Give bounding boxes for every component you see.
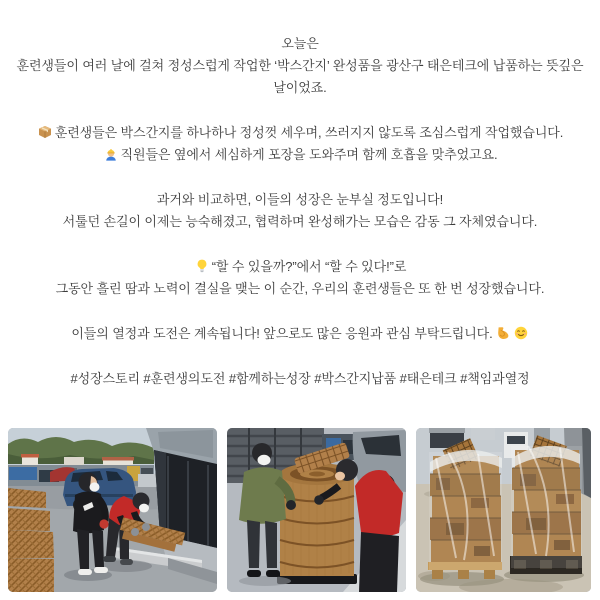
package-icon xyxy=(38,122,52,144)
post-line xyxy=(12,256,588,278)
packing-stack-illustration xyxy=(227,428,406,592)
wrapped-pallets-illustration xyxy=(416,428,591,592)
post-line-text: “할 수 있을까?”에서 “할 수 있다!”로 xyxy=(211,259,407,274)
paragraph-intro xyxy=(12,33,588,99)
loading-truck-illustration xyxy=(8,428,217,592)
post-line: 훈련생들이 여러 날에 걸쳐 정성스럽게 작업한 ‘박스간지’ 완성품을 광산구 태은테크에 납품하는 뜻깊은 날이었죠. xyxy=(16,58,584,95)
wrapped-pallets-photo[interactable] xyxy=(416,428,591,592)
post-line-text: 훈련생들은 박스간지를 하나하나 정성껏 세우며, 쓰러지지 않도록 조심스럽게 작업했습니다. xyxy=(54,125,564,140)
flexed-biceps-icon xyxy=(496,323,510,345)
post-line-text: 직원들은 옆에서 세심하게 포장을 도와주며 함께 호흡을 맞추었고요. xyxy=(120,147,498,162)
loading-truck-photo[interactable] xyxy=(8,428,217,592)
post-line: 과거와 비교하면, 이들의 성장은 눈부실 정도입니다! xyxy=(156,192,444,207)
post-line-text: 이들의 열정과 도전은 계속됩니다! 앞으로도 많은 응원과 관심 부탁드립니다. xyxy=(71,326,493,341)
post-line: 오늘은 xyxy=(281,36,319,51)
post-line: 그동안 흘린 땀과 노력이 결실을 맺는 이 순간, 우리의 훈련생들은 또 한 번 성장했습니다. xyxy=(55,281,545,296)
post-line: 서툴던 손길이 이제는 능숙해졌고, 협력하며 완성해가는 모습은 감동 그 자체였습니다. xyxy=(62,214,538,229)
paragraph-hashtags xyxy=(12,368,588,390)
hashtags-line[interactable]: #성장스토리 #훈련생의도전 #함께하는성장 #박스간지납품 #태은테크 #책임과열정 xyxy=(70,371,530,386)
photo-row xyxy=(0,428,600,592)
packing-stack-photo[interactable] xyxy=(227,428,406,592)
post-line xyxy=(12,323,588,345)
paragraph-cando xyxy=(12,256,588,300)
smiling-face-icon xyxy=(514,323,528,345)
construction-worker-icon xyxy=(104,144,118,166)
lightbulb-icon xyxy=(195,256,209,278)
post-line xyxy=(12,122,588,144)
paragraph-growth xyxy=(12,189,588,233)
paragraph-work xyxy=(12,122,588,166)
paragraph-closing xyxy=(12,323,588,345)
post-line xyxy=(12,144,588,166)
